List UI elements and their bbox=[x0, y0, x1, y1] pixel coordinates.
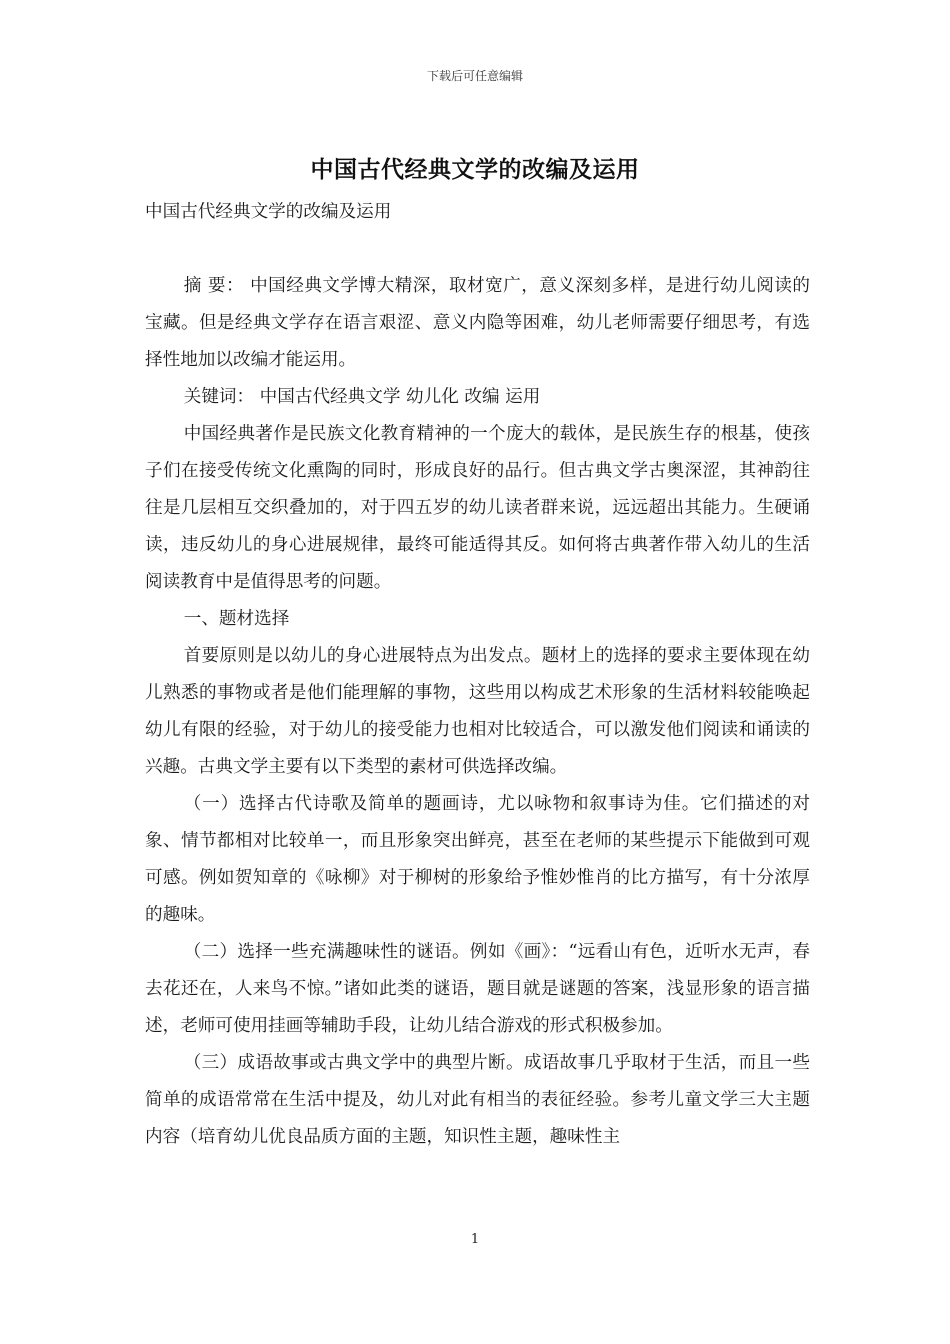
section-heading: 一、题材选择 bbox=[183, 609, 290, 629]
body-paragraph: （一）选择古代诗歌及简单的题画诗，尤以咏物和叙事诗为佳。它们描述的对象、情节都相对比较单一，而且形象突出鲜亮，甚至在老师的某些提示下能做到可观可感。例如贺知章的《咏柳》对于柳树的形象给予惟妙惟肖的比方描写，有十分浓厚的趣味。 bbox=[145, 794, 810, 925]
body-paragraph: （二）选择一些充满趣味性的谜语。例如《画》：“远看山有色，近听水无声，春去花还在，人来鸟不惊。”诸如此类的谜语，题目就是谜题的答案，浅显形象的语言描述，老师可使用挂画等辅助手段，让幼儿结合游戏的形式积极参加。 bbox=[145, 942, 810, 1036]
body-paragraph: 首要原则是以幼儿的身心进展特点为出发点。题材上的选择的要求主要体现在幼儿熟悉的事物或者是他们能理解的事物，这些用以构成艺术形象的生活材料较能唤起幼儿有限的经验，对于幼儿的接受能力也相对比较适合，可以激发他们阅读和诵读的兴趣。古典文学主要有以下类型的素材可供选择改编。 bbox=[145, 646, 810, 777]
body-paragraph: （三）成语故事或古典文学中的典型片断。成语故事几乎取材于生活，而且一些简单的成语常常在生活中提及，幼儿对此有相当的表征经验。参考儿童文学三大主题内容（培育幼儿优良品质方面的主题，知识性主题，趣味性主 bbox=[145, 1053, 810, 1147]
document-subtitle: 中国古代经典文学的改编及运用 bbox=[145, 202, 392, 222]
document-title: 中国古代经典文学的改编及运用 bbox=[310, 156, 640, 183]
abstract-paragraph: 摘 要： 中国经典文学博大精深，取材宽广，意义深刻多样，是进行幼儿阅读的宝藏。但是经典文学存在语言艰涩、意义内隐等困难，幼儿老师需要仔细思考，有选择性地加以改编才能运用。 bbox=[145, 276, 810, 370]
keywords-line: 关键词： 中国古代经典文学 幼儿化 改编 运用 bbox=[183, 387, 541, 407]
page-header-note: 下载后可任意编辑 bbox=[426, 69, 523, 83]
document-body bbox=[145, 194, 810, 1156]
page-number: 1 bbox=[470, 1232, 480, 1247]
body-paragraph: 中国经典著作是民族文化教育精神的一个庞大的载体，是民族生存的根基，使孩子们在接受传统文化熏陶的同时，形成良好的品行。但古典文学古奥深涩，其神韵往往是几层相互交织叠加的，对于四五岁的幼儿读者群来说，远远超出其能力。生硬诵读，违反幼儿的身心进展规律，最终可能适得其反。如何将古典著作带入幼儿的生活阅读教育中是值得思考的问题。 bbox=[145, 424, 810, 592]
